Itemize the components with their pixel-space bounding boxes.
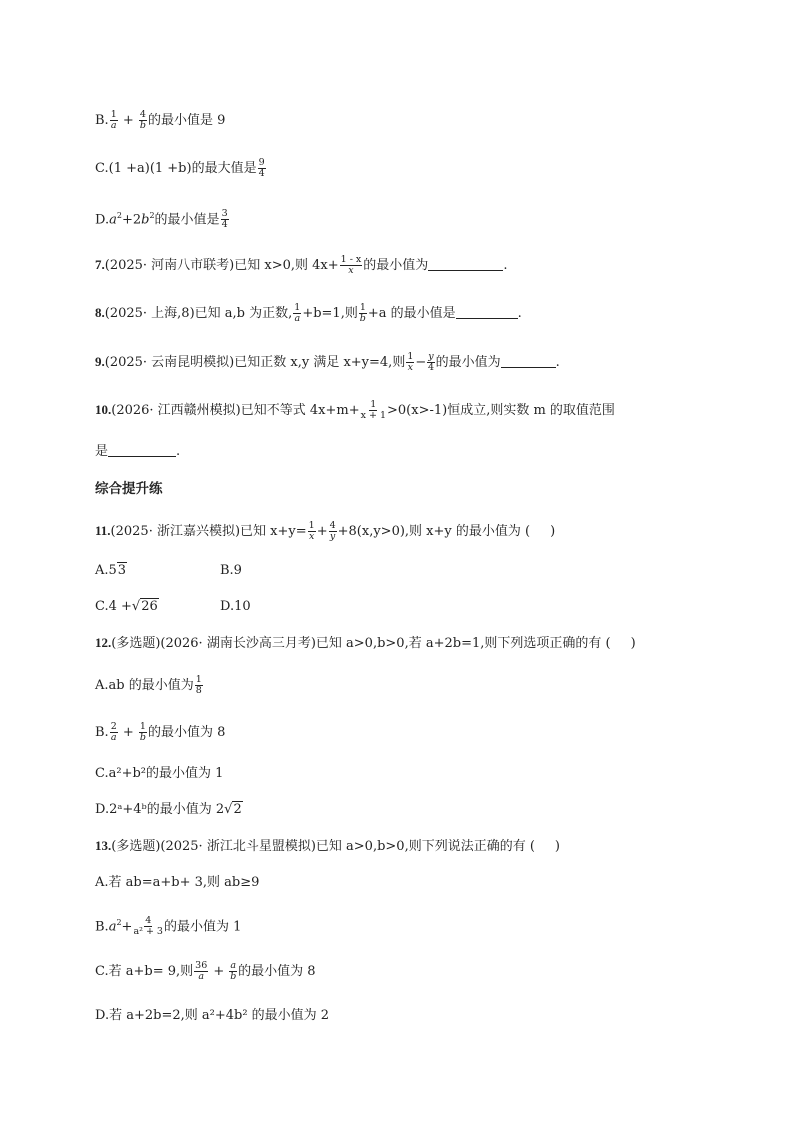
option-13a[interactable]: A.若 ab=a+b+ 3,则 ab≥9 bbox=[95, 875, 260, 890]
question-9: 9.(2025· 云南昆明模拟)已知正数 x,y 满足 x+y=4,则 $\frac{1}{x}$ − $\frac{y}{4}$ 的最小值为 . bbox=[95, 351, 560, 373]
fraction: $\frac{1}{x}$ bbox=[308, 520, 315, 542]
answer-blank[interactable] bbox=[456, 318, 518, 319]
option-12b[interactable]: B. $\frac{2}{a}$ + $\frac{1}{b}$ 的最小值为 8 bbox=[95, 721, 226, 743]
fraction: $\frac{1}{b}$ bbox=[359, 302, 366, 324]
fraction: $\frac{9}{4}$ bbox=[258, 157, 265, 179]
option-12d[interactable]: D.2ᵃ+4ᵇ的最小值为 2√2 bbox=[95, 802, 242, 817]
question-13: 13.(多选题)(2025· 浙江北斗星盟模拟)已知 a>0,b>0,则下列说法正确的有 ( ) bbox=[95, 838, 560, 854]
option-12a[interactable]: A.ab 的最小值为 $\frac{1}{8}$ bbox=[95, 674, 202, 696]
fraction: $\frac{4}{b}$ bbox=[139, 109, 146, 131]
answer-blank[interactable] bbox=[501, 367, 556, 368]
fraction: $\frac{36}{a}$ bbox=[195, 960, 208, 982]
fraction: $\frac{1}{x + 1}$ bbox=[360, 399, 387, 421]
question-10-cont: 是 . bbox=[95, 444, 181, 459]
fraction: $\frac{4}{y}$ bbox=[329, 520, 336, 542]
option-13d[interactable]: D.若 a+2b=2,则 a²+4b² 的最小值为 2 bbox=[95, 1008, 330, 1023]
question-11: 11.(2025· 浙江嘉兴模拟)已知 x+y= $\frac{1}{x}$ + $\frac{4}{y}$ +8(x,y>0),则 x+y 的最小值为 ( ) bbox=[95, 520, 556, 542]
option-11b[interactable]: B.9 bbox=[220, 563, 242, 578]
fraction: $\frac{4}{\text{a² + 3}}$ bbox=[133, 915, 163, 938]
option-13c[interactable]: C.若 a+b= 9,则 $\frac{36}{a}$ + $\frac{a}{b}$ 的最小值为 8 bbox=[95, 960, 316, 982]
fraction: $\frac{y}{4}$ bbox=[427, 351, 434, 373]
question-7: 7.(2025· 河南八市联考)已知 x>0,则 4x+ $\frac{1 - x}{x}$ 的最小值为 . bbox=[95, 254, 508, 276]
answer-blank[interactable] bbox=[428, 270, 503, 271]
option-6d: $D.a^2+2b^2$的最小值是 $\frac{3}{4}$ bbox=[95, 208, 228, 231]
question-10: 10.(2026· 江西赣州模拟)已知不等式 4x+m+ $\frac{1}{x + 1}$ >0(x>-1)恒成立,则实数 m 的取值范围 bbox=[95, 399, 615, 421]
fraction: $\frac{2}{a}$ bbox=[110, 721, 117, 743]
section-heading: 综合提升练 bbox=[95, 481, 163, 497]
fraction: $\frac{1}{a}$ bbox=[110, 109, 117, 131]
option-6c: C.(1 +a)(1 +b)的最大值是 $\frac{9}{4}$ bbox=[95, 157, 265, 179]
option-11d[interactable]: D.10 bbox=[220, 599, 251, 614]
option-6b: B. $\frac{1}{a}$ + $\frac{4}{b}$ 的最小值是 9 bbox=[95, 109, 226, 131]
fraction: $\frac{1}{b}$ bbox=[139, 721, 146, 743]
question-12: 12.(多选题)(2026· 湖南长沙高三月考)已知 a>0,b>0,若 a+2b=1,则下列选项正确的有 ( ) bbox=[95, 635, 636, 651]
fraction: $\frac{a}{b}$ bbox=[230, 960, 237, 982]
option-13b[interactable]: $B.a^2+$ $\frac{4}{\text{a² + 3}}$ 的最小值为 1 bbox=[95, 915, 242, 938]
answer-blank[interactable] bbox=[108, 456, 176, 457]
fraction: $\frac{1}{x}$ bbox=[407, 351, 414, 373]
fraction: $\frac{1}{8}$ bbox=[195, 674, 202, 696]
option-11a[interactable]: A.53 bbox=[95, 563, 127, 578]
option-12c[interactable]: C.a²+b²的最小值为 1 bbox=[95, 766, 224, 781]
option-11c[interactable]: C.4 +√26 bbox=[95, 599, 158, 614]
question-8: 8.(2025· 上海,8)已知 a,b 为正数, $\frac{1}{a}$ +b=1,则 $\frac{1}{b}$ +a 的最小值是 . bbox=[95, 302, 522, 324]
fraction: $\frac{1 - x}{x}$ bbox=[340, 254, 362, 276]
fraction: $\frac{1}{a}$ bbox=[294, 302, 301, 324]
fraction: $\frac{3}{4}$ bbox=[221, 208, 228, 231]
